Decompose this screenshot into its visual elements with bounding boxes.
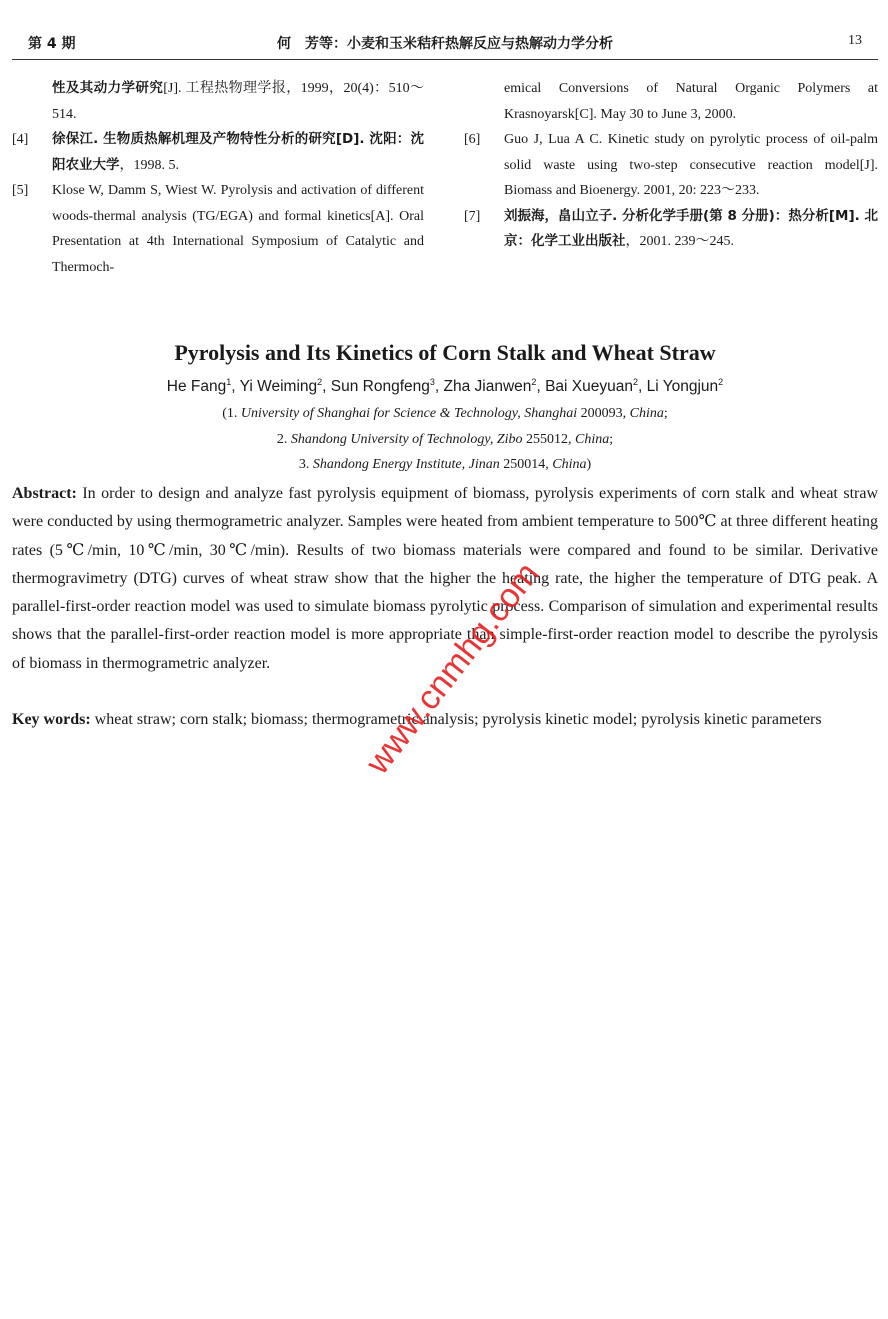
author-name: Yi Weiming — [239, 378, 318, 396]
abstract-label: Abstract: — [12, 485, 77, 502]
page-header — [12, 33, 878, 55]
watermark: www.cnmhg.com — [358, 555, 547, 782]
reference-item: emical Conversions of Natural Organic Polymers at Krasnoyarsk[C]. May 30 to June 3, 2000. — [504, 81, 878, 122]
author-list: He Fang$^1$, Yi Weiming$^2$, Sun Rongfeng$^3$, Zha Jianwen$^2$, Bai Xueyuan$^2$, Li Yongjun$^2$ — [166, 377, 724, 396]
keywords-label: Key words: — [12, 711, 91, 728]
reference-number: [6] — [464, 132, 481, 147]
reference-number: [4] — [12, 132, 29, 147]
abstract-text: In order to design and analyze fast pyrolysis equipment of biomass, pyrolysis experiments of corn stalk and wheat straw were conducted by using thermogrametric analyzer. Samples were heated from ambient temperature to 500℃ at three different heating rates (5℃/min, 10℃/min, 30℃/min). Results of two biomass materials were compared and found to be similar. Derivative thermogravimetry (DTG) curves of wheat straw show that the higher the heating rate, the higher the temperature of DTG peak. A parallel-first-order reaction model was used to simulate biomass pyrolytic process. Comparison of simulation and experimental results shows that the parallel-first-order reaction model is more appropriate than simple-first-order reaction model to describe the pyrolysis of biomass in thermogrametric analyzer. — [12, 485, 878, 672]
reference-item: [4] 徐保江. 生物质热解机理及产物特性分析的研究[D]. 沈阳：沈阳农业大学，1998. 5. — [12, 127, 424, 178]
references-right-column — [464, 76, 878, 255]
reference-number: [5] — [12, 183, 29, 198]
issue-number: 第 4 期 — [28, 36, 76, 52]
reference-item: 性及其动力学研究[J]. 工程热物理学报，1999，20(4)：510～514. — [52, 80, 424, 122]
running-title: 何 芳等：小麦和玉米秸秆热解反应与热解动力学分析 — [277, 36, 613, 52]
header-rule — [12, 59, 878, 60]
author-name: Li Yongjun — [646, 378, 719, 396]
reference-item: [5] Klose W, Damm S, Wiest W. Pyrolysis and activation of different woods-thermal analysis (TG/EGA) and formal kinetics[A]. Oral Presentation at 4th International Symposium of Catalytic and Thermoch- — [12, 178, 424, 280]
author-name: Bai Xueyuan — [545, 378, 633, 396]
reference-item: [6] Guo J, Lua A C. Kinetic study on pyrolytic process of oil-palm solid waste using two-step consecutive reaction model[J]. Biomass and Bioenergy. 2001, 20: 223～233. — [464, 127, 878, 204]
paper-title: Pyrolysis and Its Kinetics of Corn Stalk and Wheat Straw — [174, 340, 716, 365]
author-name: Zha Jianwen — [443, 378, 532, 396]
author-name: He Fang — [166, 378, 227, 396]
affiliation-line: 3. Shandong Energy Institute, Jinan 250014, China) — [298, 457, 592, 472]
page-number: 13 — [848, 33, 862, 48]
reference-number: [7] — [464, 208, 481, 224]
references-left-column — [12, 76, 424, 280]
reference-item: [7] 刘振海，畠山立子. 分析化学手册(第 8 分册)：热分析[M]. 北京：化学工业出版社，2001. 239～245. — [464, 204, 878, 255]
keywords-text: wheat straw; corn stalk; biomass; thermogrametric analysis; pyrolysis kinetic model; pyrolysis kinetic parameters — [90, 711, 822, 728]
affiliation-line: (1. University of Shanghai for Science & Technology, Shanghai 200093, China; — [222, 406, 668, 421]
author-name: Sun Rongfeng — [330, 378, 430, 396]
affiliation-line: 2. Shandong University of Technology, Zibo 255012, China; — [276, 432, 614, 447]
